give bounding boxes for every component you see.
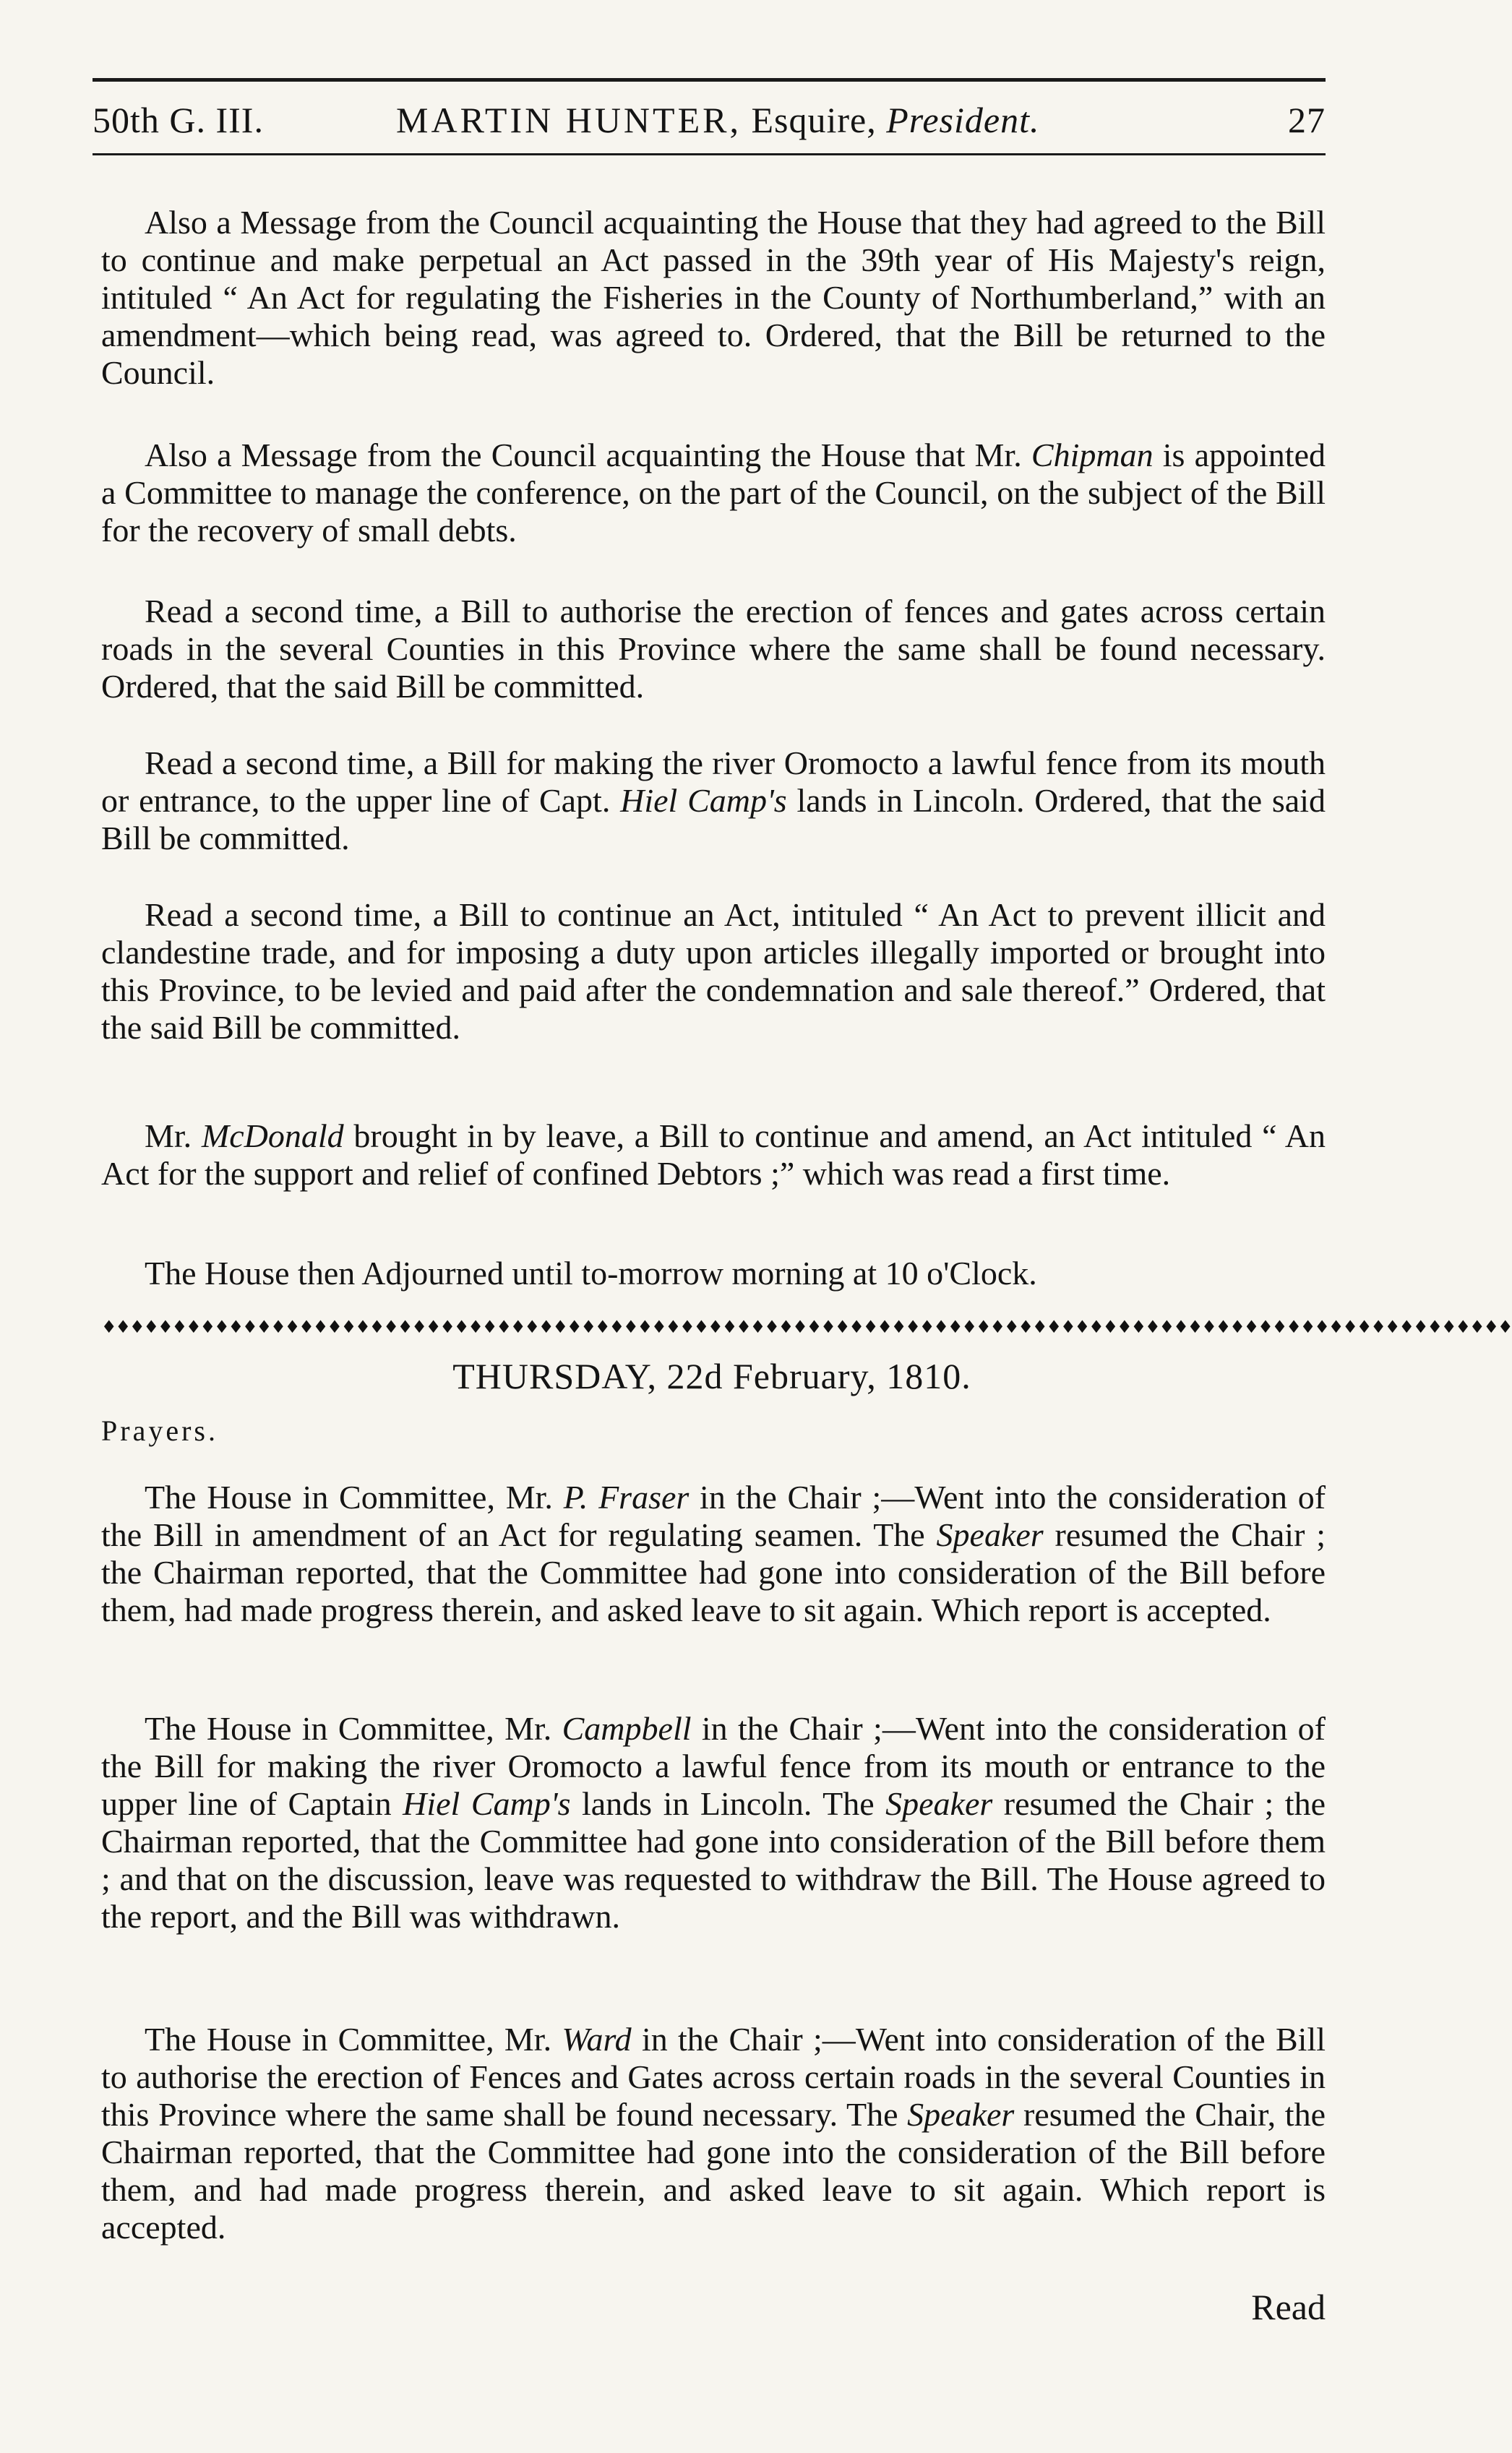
page-number: 27 [1288, 100, 1326, 140]
speaker-name: MARTIN HUNTER, [396, 100, 742, 140]
text: resumed the Chair, the Chairman reported, that the Committee had gone into the consideration of the Bill before them, and had made progress therein, and asked leave to sit again. Which report is accepted. [101, 2096, 1326, 2246]
text: The House in Committee, Mr. [145, 2021, 562, 2058]
paragraph-fences-bill [101, 593, 1326, 705]
catchword: Read [1251, 2287, 1326, 2327]
text: The House then Adjourned until to-morrow morning at 10 o'Clock. [145, 1255, 1037, 1292]
text: Read a second time, a Bill for making the river Oromocto a lawful fence from its mouth or entrance, to the upper line of Capt. [101, 744, 1326, 819]
text: The House in Committee, Mr. [145, 1710, 562, 1747]
text: in the Chair ;—Went into consideration of the Bill to authorise the erection of Fences and Gates across certain roads in the several Counties in this Province where the same shall be found necessary. The [101, 2021, 1326, 2133]
header-title [396, 91, 1040, 149]
text: lands in Lincoln. The [570, 1785, 886, 1822]
name-italic: Speaker [885, 1785, 993, 1822]
paragraph-illicit-trade-bill [101, 896, 1326, 1047]
prayers-label: Prayers. [101, 1414, 218, 1447]
text: The House in Committee, Mr. [145, 1479, 564, 1516]
text: in the Chair ;—Went into the consideration of the Bill in amendment of an Act for regulating seamen. The [101, 1479, 1326, 1553]
name-italic: Speaker [936, 1516, 1044, 1553]
header-rule [93, 153, 1326, 155]
paragraph-message-chipman [101, 437, 1326, 549]
top-rule [93, 78, 1326, 82]
text: is appointed a Committee to manage the conference, on the part of the Council, on the subject of the Bill for the recovery of small debts. [101, 437, 1326, 549]
paragraph-seamen-committee [101, 1479, 1326, 1629]
paragraph-oromocto-committee [101, 1710, 1326, 1936]
paragraph-fences-committee [101, 2021, 1326, 2246]
paragraph-message-fisheries [101, 204, 1326, 392]
text: in the Chair ;—Went into the consideration of the Bill for making the river Oromocto a lawful fence from its mouth or entrance to the upper line of Captain [101, 1710, 1326, 1822]
name-italic: Hiel Camp's [620, 782, 787, 819]
text: Mr. [145, 1117, 202, 1154]
ornamental-divider: ♦♦♦♦♦♦♦♦♦♦♦♦♦♦♦♦♦♦♦♦♦♦♦♦♦♦♦♦♦♦♦♦♦♦♦♦♦♦♦♦♦♦♦♦♦♦♦♦♦♦♦♦♦♦♦♦♦♦♦♦♦♦♦♦♦♦♦♦♦♦♦♦♦♦♦♦♦♦♦♦♦♦♦♦♦♦♦♦♦♦♦♦♦♦♦♦♦♦♦♦ [101, 1317, 1512, 1337]
text: lands in Lincoln. Ordered, that the said Bill be committed. [101, 782, 1326, 856]
name-italic: McDonald [201, 1117, 344, 1154]
running-header [93, 91, 1326, 149]
name-italic: P. Fraser [563, 1479, 690, 1516]
speaker-role: President. [886, 100, 1040, 140]
paragraph-debtors-bill [101, 1117, 1326, 1193]
name-italic: Ward [562, 2021, 632, 2058]
text: brought in by leave, a Bill to continue and amend, an Act intituled “ An Act for the support and relief of confined Debtors ;” which was read a first time. [101, 1117, 1326, 1192]
name-italic: Campbell [562, 1710, 692, 1747]
text: Also a Message from the Council acquainting the House that Mr. [145, 437, 1031, 473]
text: Read a second time, a Bill to authorise the erection of fences and gates across certain roads in the several Counties in this Province where the same shall be found necessary. Ordered, that the said Bill be committed. [101, 593, 1326, 705]
text: Read a second time, a Bill to continue an Act, intituled “ An Act to prevent illicit and clandestine trade, and for imposing a duty upon articles illegally imported or brought into this Province, to be levied and paid after the condemnation and sale thereof.” Ordered, that the said Bill be committed. [101, 896, 1326, 1046]
name-italic: Chipman [1031, 437, 1154, 473]
paragraph-oromocto-bill [101, 744, 1326, 857]
name-italic: Hiel Camp's [403, 1785, 571, 1822]
speaker-title: Esquire, [751, 100, 877, 140]
session-label: 50th G. III. [93, 100, 264, 140]
text: resumed the Chair ; the Chairman reported, that the Committee had gone into consideration of the Bill before them, had made progress therein, and asked leave to sit again. Which report is accepted. [101, 1516, 1326, 1628]
text: resumed the Chair ; the Chairman reported, that the Committee had gone into consideration of the Bill before them ; and that on the discussion, leave was requested to withdraw the Bill. The House agreed to the report, and the Bill was withdrawn. [101, 1785, 1326, 1935]
text: Also a Message from the Council acquainting the House that they had agreed to the Bill to continue and make perpetual an Act passed in the 39th year of His Majesty's reign, intituled “ An Act for regulating the Fisheries in the County of Northumberland,” with an amendment—which being read, was agreed to. Ordered, that the Bill be returned to the Council. [101, 204, 1326, 391]
paragraph-adjourned [101, 1255, 1326, 1292]
date-heading: THURSDAY, 22d February, 1810. [452, 1356, 971, 1396]
name-italic: Speaker [907, 2096, 1015, 2133]
